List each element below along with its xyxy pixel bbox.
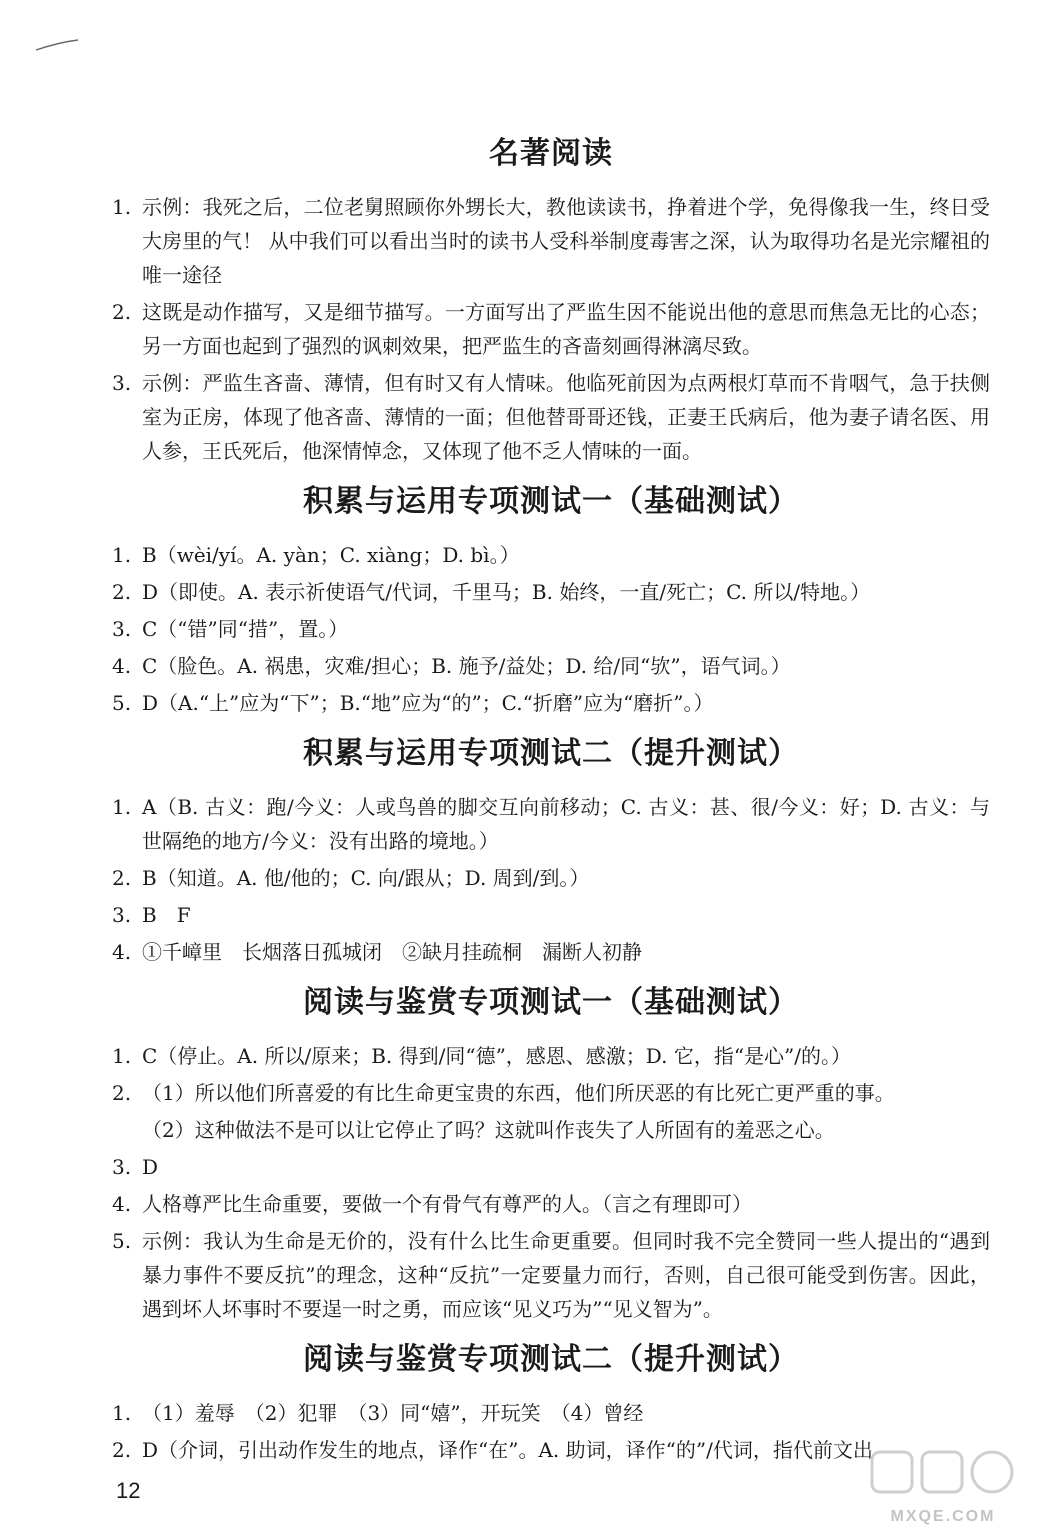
answer-item bbox=[112, 575, 990, 609]
answer-item bbox=[112, 1433, 990, 1467]
answer-item bbox=[112, 898, 990, 932]
item-text: 这既是动作描写，又是细节描写。一方面写出了严监生因不能说出他的意思而焦急无比的心态；另一方面也起到了强烈的讽刺效果，把严监生的吝啬刻画得淋漓尽致。 bbox=[142, 300, 990, 358]
answer-item bbox=[112, 935, 990, 969]
item-number: 1. bbox=[112, 795, 132, 819]
item-text: （1）羞辱 （2）犯罪 （3）同“嬉”，开玩笑 （4）曾经 bbox=[142, 1401, 644, 1425]
item-number: 3. bbox=[112, 903, 132, 927]
section-usage-test-2 bbox=[112, 730, 990, 969]
item-text: D（A.“上”应为“下”；B.“地”应为“的”；C.“折磨”应为“磨折”。） bbox=[142, 691, 714, 715]
answer-item bbox=[112, 649, 990, 683]
item-number: 2. bbox=[112, 580, 132, 604]
answer-item bbox=[112, 366, 990, 468]
item-text: 示例：我死之后，二位老舅照顾你外甥长大，教他读读书，挣着进个学，免得像我一生，终日受大房里的气！ 从中我们可以看出当时的读书人受科举制度毒害之深，认为取得功名是光宗耀祖的唯一途径 bbox=[142, 195, 990, 287]
section-reading-test-1 bbox=[112, 979, 990, 1326]
item-text: B（知道。A. 他/他的；C. 向/跟从；D. 周到/到。） bbox=[142, 866, 590, 890]
item-number: 2. bbox=[112, 300, 132, 324]
item-number: 2. bbox=[112, 1438, 132, 1462]
answer-item bbox=[112, 861, 990, 895]
item-text: A（B. 古义：跑/今义：人或鸟兽的脚交互向前移动；C. 古义：甚、很/今义：好；D. 古义：与世隔绝的地方/今义：没有出路的境地。） bbox=[142, 795, 990, 853]
section-title: 名著阅读 bbox=[489, 136, 613, 171]
item-number bbox=[112, 1113, 142, 1147]
item-number: 5. bbox=[112, 1229, 132, 1253]
item-number: 4. bbox=[112, 1192, 132, 1216]
item-number: 3. bbox=[112, 1155, 132, 1179]
item-text: C（脸色。A. 祸患，灾难/担心；B. 施予/益处；D. 给/同“欤”，语气词。） bbox=[142, 654, 791, 678]
answer-item bbox=[112, 790, 990, 858]
item-text: C（停止。A. 所以/原来；B. 得到/同“德”，感恩、感激；D. 它，指“是心”/的。） bbox=[142, 1044, 852, 1068]
item-text: 示例：严监生吝啬、薄情，但有时又有人情味。他临死前因为点两根灯草而不肯咽气，急于扶侧室为正房，体现了他吝啬、薄情的一面；但他替哥哥还钱，正妻王氏病后，他为妻子请名医、用人参，王氏死后，他深情悼念，又体现了他不乏人情味的一面。 bbox=[142, 371, 990, 463]
item-text: 示例：我认为生命是无价的，没有什么比生命更重要。但同时我不完全赞同一些人提出的“遇到暴力事件不要反抗”的理念，这种“反抗”一定要量力而行，否则，自己很可能受到伤害。因此，遇到坏人坏事时不要逞一时之勇，而应该“见义巧为”“见义智为”。 bbox=[142, 1229, 990, 1321]
answer-item bbox=[112, 190, 990, 292]
answer-item bbox=[112, 1039, 990, 1073]
answer-list bbox=[112, 190, 990, 468]
item-number: 5. bbox=[112, 691, 132, 715]
item-number: 3. bbox=[112, 617, 132, 641]
item-number: 2. bbox=[112, 1081, 132, 1105]
item-number: 1. bbox=[112, 543, 132, 567]
item-text: ①千嶂里 长烟落日孤城闭 ②缺月挂疏桐 漏断人初静 bbox=[142, 940, 642, 964]
answer-item bbox=[112, 538, 990, 572]
watermark-text: MXQE.COM bbox=[890, 1508, 996, 1525]
item-number: 4. bbox=[112, 654, 132, 678]
item-text: D（介词，引出动作发生的地点，译作“在”。A. 助词，译作“的”/代词，指代前文出 bbox=[142, 1438, 873, 1462]
answer-item bbox=[112, 1076, 990, 1110]
scan-stroke-mark bbox=[34, 38, 80, 52]
answer-list bbox=[112, 538, 990, 720]
item-text: D bbox=[142, 1155, 159, 1179]
answer-list bbox=[112, 1039, 990, 1326]
item-text: 人格尊严比生命重要，要做一个有骨气有尊严的人。（言之有理即可） bbox=[142, 1192, 752, 1216]
answer-list bbox=[112, 790, 990, 969]
watermark-seal-icon bbox=[868, 1446, 1018, 1506]
answer-item bbox=[112, 295, 990, 363]
answer-item bbox=[112, 1224, 990, 1326]
section-usage-test-1 bbox=[112, 478, 990, 720]
item-number: 4. bbox=[112, 940, 132, 964]
item-text: D（即使。A. 表示祈使语气/代词，千里马；B. 始终，一直/死亡；C. 所以/特地。） bbox=[142, 580, 871, 604]
item-text: （2）这种做法不是可以让它停止了吗？这就叫作丧失了人所固有的羞恶之心。 bbox=[142, 1118, 835, 1142]
item-text: C（“错”同“措”，置。） bbox=[142, 617, 349, 641]
page-number: 12 bbox=[116, 1478, 141, 1503]
answer-item bbox=[112, 1113, 990, 1147]
watermark-logo bbox=[868, 1446, 1018, 1526]
item-number: 1. bbox=[112, 195, 132, 219]
item-text: B（wèi/yí。A. yàn；C. xiàng；D. bì。） bbox=[142, 543, 520, 567]
item-number: 3. bbox=[112, 371, 132, 395]
section-title: 阅读与鉴赏专项测试一（基础测试） bbox=[303, 985, 799, 1020]
answer-item bbox=[112, 1396, 990, 1430]
section-reading-test-2 bbox=[112, 1336, 990, 1467]
answer-item bbox=[112, 1150, 990, 1184]
answer-item bbox=[112, 686, 990, 720]
item-number: 2. bbox=[112, 866, 132, 890]
item-text: B F bbox=[142, 903, 191, 927]
section-title: 阅读与鉴赏专项测试二（提升测试） bbox=[303, 1342, 799, 1377]
answer-list bbox=[112, 1396, 990, 1467]
section-title: 积累与运用专项测试二（提升测试） bbox=[303, 736, 799, 771]
section-title: 积累与运用专项测试一（基础测试） bbox=[303, 484, 799, 519]
item-text: （1）所以他们所喜爱的有比生命更宝贵的东西，他们所厌恶的有比死亡更严重的事。 bbox=[142, 1081, 895, 1105]
item-number: 1. bbox=[112, 1401, 132, 1425]
answer-item bbox=[112, 612, 990, 646]
answer-item bbox=[112, 1187, 990, 1221]
section-classics-reading bbox=[112, 130, 990, 468]
page-content bbox=[112, 130, 990, 1477]
item-number: 1. bbox=[112, 1044, 132, 1068]
